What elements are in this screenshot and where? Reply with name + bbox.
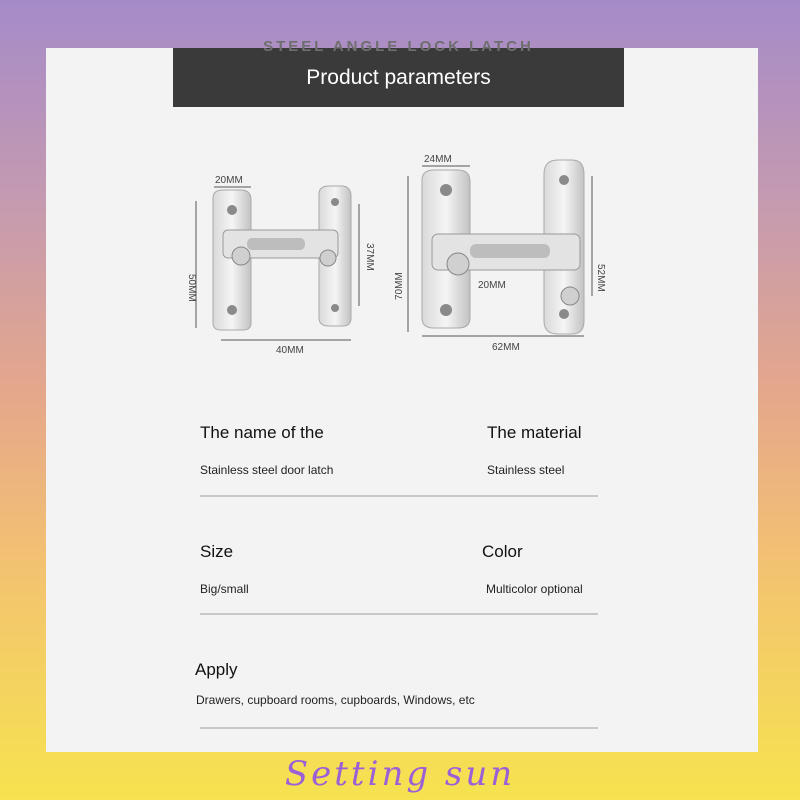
size-title: Size (200, 542, 234, 561)
big-height-left-label: 70MM (394, 272, 405, 300)
big-latch-diagram (392, 146, 612, 356)
product-parameters-panel (46, 38, 758, 752)
small-width-top-label: 20MM (215, 175, 243, 186)
apply-value: Drawers, cupboard rooms, cupboards, Windows, etc (196, 693, 475, 707)
divider-3 (200, 727, 598, 729)
small-latch-diagram (181, 168, 381, 358)
divider-2 (200, 613, 598, 615)
header-bar (173, 38, 624, 107)
page-title: Product parameters (306, 66, 491, 89)
name-value: Stainless steel door latch (200, 463, 334, 477)
apply-title: Apply (195, 660, 238, 679)
color-value: Multicolor optional (486, 582, 583, 596)
color-title: Color (482, 542, 523, 561)
size-value: Big/small (200, 582, 249, 596)
brand-watermark: Setting sun (284, 754, 516, 794)
divider-1 (200, 495, 598, 497)
small-height-left-label: 50MM (186, 274, 197, 302)
big-width-bottom-label: 62MM (492, 342, 520, 353)
name-title: The name of the (200, 423, 324, 442)
material-value: Stainless steel (487, 463, 565, 477)
small-width-bottom-label: 40MM (276, 345, 304, 356)
big-height-right-label: 52MM (595, 264, 606, 292)
big-width-top-label: 24MM (424, 154, 452, 165)
header-ghost-text: STEEL ANGLE LOCK LATCH (263, 38, 534, 52)
material-title: The material (487, 423, 582, 442)
small-height-right-label: 37MM (364, 243, 375, 271)
big-middle-label: 20MM (478, 280, 506, 291)
